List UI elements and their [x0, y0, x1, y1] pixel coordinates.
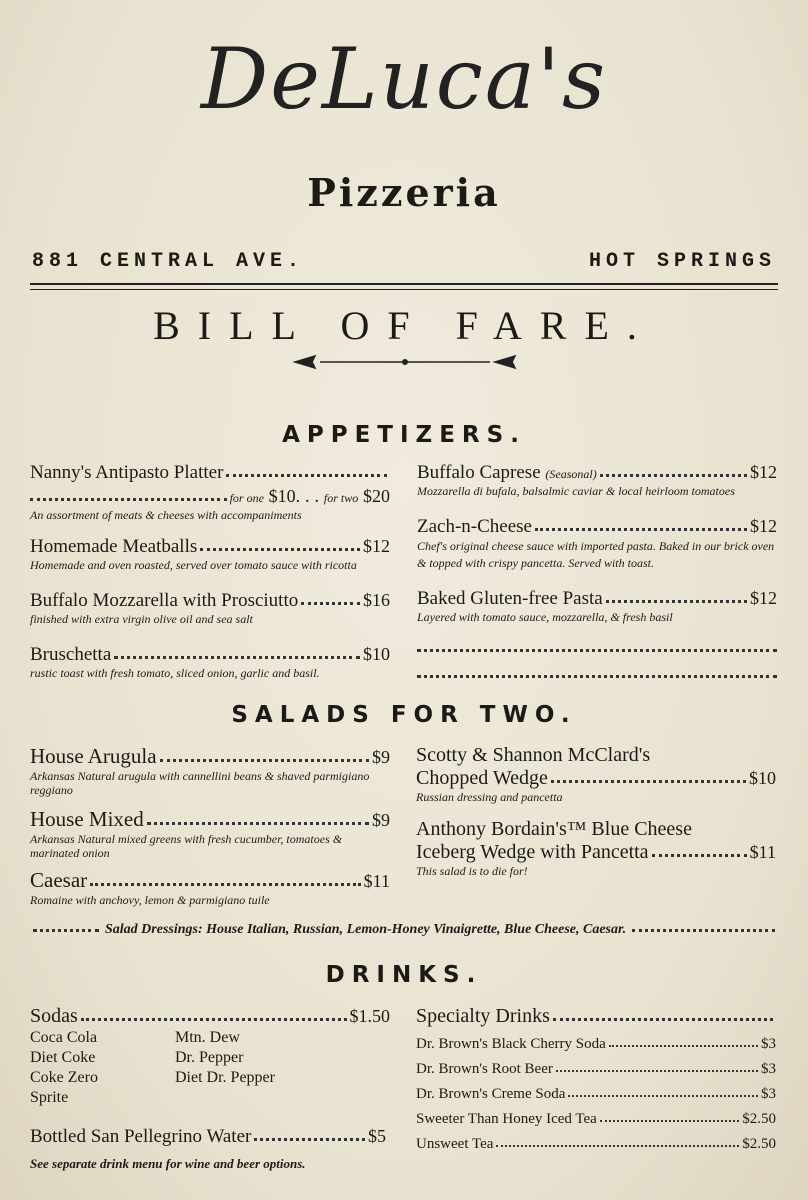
- dot-leader: [90, 882, 361, 886]
- menu-item: [30, 744, 390, 797]
- portion-label: for two: [323, 491, 359, 505]
- item-name: Dr. Brown's Black Cherry Soda: [416, 1036, 606, 1052]
- item-price: $9: [372, 810, 390, 830]
- divider: [30, 283, 778, 285]
- item-name: Dr. Brown's Creme Soda: [416, 1086, 566, 1102]
- dot-leader: [226, 473, 387, 477]
- dotted-line: [417, 664, 777, 678]
- dot-leader: [81, 1017, 347, 1021]
- item-price: $12: [750, 462, 777, 482]
- menu-item: [416, 1061, 776, 1078]
- salad-dressings: [30, 922, 778, 938]
- dot-leader: [200, 547, 360, 551]
- item-price: $2.50: [742, 1111, 776, 1127]
- dot-leader: [160, 758, 369, 762]
- ornament-divider: [290, 352, 520, 372]
- item-name: Iceberg Wedge with Pancetta: [416, 841, 649, 863]
- item-name: Caesar: [30, 868, 88, 892]
- dot-leader: [496, 1143, 739, 1147]
- item-price: $11: [363, 871, 390, 891]
- item-price: $3: [761, 1086, 776, 1102]
- dressings-text: Salad Dressings: House Italian, Russian, Lemon-Honey Vinaigrette, Blue Cheese, Caesar.: [105, 922, 627, 937]
- item-name: Buffalo Caprese: [417, 462, 541, 483]
- item-price: $12: [363, 536, 390, 556]
- drinks-left: [30, 1005, 390, 1172]
- item-description: finished with extra virgin olive oil and sea salt: [30, 612, 253, 626]
- item-price: $12: [750, 588, 777, 608]
- salads-left: [30, 744, 390, 921]
- item-name: Anthony Bordain's™ Blue Cheese: [416, 818, 692, 840]
- item-name: Specialty Drinks: [416, 1005, 550, 1027]
- logo: DeLuca's: [200, 30, 608, 128]
- city: HOT SPRINGS: [588, 250, 776, 273]
- dotted-line: [417, 638, 777, 652]
- item-name: House Mixed: [30, 807, 144, 831]
- item-name: Homemade Meatballs: [30, 536, 198, 557]
- menu-item: [416, 818, 776, 878]
- dot-leader: [254, 1137, 365, 1141]
- drinks-right: [416, 1005, 776, 1161]
- menu-item: [416, 1111, 776, 1128]
- item-price: $10.: [268, 486, 301, 506]
- salads-right: [416, 744, 776, 892]
- menu-item: [30, 868, 390, 907]
- soda-option: Coke Zero: [30, 1069, 98, 1086]
- item-description: Chef's original cheese sauce with imported pasta. Baked in our brick oven & topped with crispy pancetta. Served with toast.: [417, 539, 775, 570]
- soda-option: Dr. Pepper: [175, 1049, 244, 1066]
- menu-item: [417, 462, 777, 498]
- subtitle: Pizzeria: [307, 170, 501, 215]
- item-price: $2.50: [742, 1136, 776, 1152]
- item-name: Nanny's Antipasto Platter: [30, 462, 224, 483]
- dot-leader: [600, 1118, 739, 1122]
- dot-leader: [33, 928, 99, 932]
- menu-item: [30, 807, 390, 860]
- item-price: $20: [363, 486, 390, 506]
- item-price: $10: [749, 768, 776, 788]
- item-name: Bottled San Pellegrino Water: [30, 1126, 252, 1147]
- dot-leader: [600, 473, 747, 477]
- page-title: BILL OF FARE.: [153, 303, 655, 348]
- divider: [30, 289, 778, 290]
- item-description: Homemade and oven roasted, served over tomato sauce with ricotta: [30, 558, 357, 572]
- dot-leader: [632, 928, 775, 932]
- item-name: Sodas: [30, 1005, 78, 1027]
- item-price: $10: [363, 644, 390, 664]
- item-name: Chopped Wedge: [416, 767, 548, 789]
- item-description: An assortment of meats & cheeses with accompaniments: [30, 508, 302, 522]
- menu-item: [416, 1036, 776, 1053]
- dot-leader: [609, 1043, 758, 1047]
- item-price: $12: [750, 516, 777, 536]
- item-description: Mozzarella di bufala, balsalmic caviar & local heirloom tomatoes: [417, 484, 735, 498]
- section-heading-salads: SALADS FOR TWO.: [231, 702, 577, 728]
- item-name: Sweeter Than Honey Iced Tea: [416, 1111, 597, 1127]
- item-name: Scotty & Shannon McClard's: [416, 744, 651, 766]
- soda-option: Mtn. Dew: [175, 1029, 240, 1046]
- appetizers-left: [30, 462, 390, 694]
- portion-label: for one: [229, 491, 264, 505]
- item-price: $11: [749, 842, 776, 862]
- menu-item: [30, 644, 390, 680]
- item-name: House Arugula: [30, 744, 157, 768]
- item-description: Arkansas Natural mixed greens with fresh cucumber, tomatoes & marinated onion: [30, 832, 343, 860]
- menu-item: Nanny's Antipasto Platter for one $10. . . for two $20 An assortment of meats & cheeses with accompaniments: [30, 462, 390, 522]
- item-description: Arkansas Natural arugula with cannellini beans & shaved parmigiano reggiano: [30, 769, 370, 797]
- menu-item: [417, 588, 777, 624]
- menu-item: [30, 590, 390, 626]
- item-description: Russian dressing and pancetta: [416, 790, 563, 804]
- section-heading-appetizers: APPETIZERS.: [282, 422, 526, 448]
- drink-menu-note: See separate drink menu for wine and beer options.: [30, 1156, 306, 1171]
- soda-option: Diet Coke: [30, 1049, 96, 1066]
- item-price: $9: [372, 747, 390, 767]
- soda-option: Diet Dr. Pepper: [175, 1069, 275, 1086]
- menu-item: [416, 744, 776, 804]
- dot-leader: [535, 527, 747, 531]
- dot-leader: [301, 601, 360, 605]
- item-price: $1.50: [349, 1006, 390, 1026]
- item-note: (Seasonal): [545, 467, 597, 481]
- dot-leader: [114, 655, 360, 659]
- item-name: Baked Gluten-free Pasta: [417, 588, 603, 609]
- menu-item: [416, 1086, 776, 1103]
- item-price: $3: [761, 1061, 776, 1077]
- soda-list: [30, 1028, 390, 1108]
- item-price: $16: [363, 590, 390, 610]
- item-name: Unsweet Tea: [416, 1136, 494, 1152]
- menu-item: [416, 1136, 776, 1153]
- dot-leader: [652, 853, 747, 857]
- dot-leader: [551, 779, 746, 783]
- item-name: Buffalo Mozzarella with Prosciutto: [30, 590, 299, 611]
- item-price: $3: [761, 1036, 776, 1052]
- item-name: Zach-n-Cheese: [417, 516, 532, 537]
- menu-item: [417, 516, 777, 572]
- menu-item: [30, 536, 390, 572]
- address: 881 CENTRAL AVE.: [32, 250, 305, 273]
- item-name: Bruschetta: [30, 644, 112, 665]
- item-description: Layered with tomato sauce, mozzarella, & fresh basil: [417, 610, 673, 624]
- item-name: Dr. Brown's Root Beer: [416, 1061, 553, 1077]
- dot-leader: [30, 497, 227, 501]
- item-description: rustic toast with fresh tomato, sliced onion, garlic and basil.: [30, 666, 320, 680]
- item-description: This salad is to die for!: [416, 864, 528, 878]
- soda-option: Coca Cola: [30, 1029, 98, 1046]
- dot-leader: [147, 821, 369, 825]
- item-description: Romaine with anchovy, lemon & parmigiano tuile: [30, 893, 270, 907]
- section-heading-drinks: DRINKS.: [325, 962, 483, 988]
- dot-leader: [556, 1068, 758, 1072]
- dot-leader: [606, 599, 747, 603]
- dot-leader: [553, 1017, 773, 1021]
- dot-leader: [568, 1093, 758, 1097]
- item-price: $5: [368, 1126, 386, 1146]
- soda-option: Sprite: [30, 1089, 69, 1106]
- appetizers-right: [417, 462, 777, 690]
